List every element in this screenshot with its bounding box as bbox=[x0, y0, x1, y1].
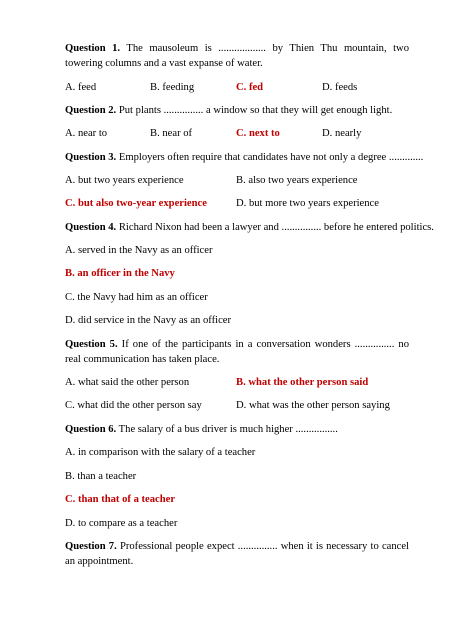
q1-option-a: A. feed bbox=[65, 82, 97, 93]
question-4-label: Question 4. bbox=[65, 222, 117, 233]
question-6-text: The salary of a bus driver is much higher ................ bbox=[116, 424, 338, 435]
q3-option-a: A. but two years experience bbox=[65, 175, 184, 186]
q2-option-a: A. near to bbox=[65, 128, 108, 139]
question-2 bbox=[65, 103, 392, 118]
q4-option-a: A. served in the Navy as an officer bbox=[65, 245, 213, 256]
question-5 bbox=[65, 337, 409, 367]
question-7-text: Professional people expect ............... when it is necessary to cancel an appointment. bbox=[65, 541, 410, 567]
q5-option-b-answer: B. what the other person said bbox=[236, 377, 369, 388]
question-1 bbox=[65, 41, 409, 71]
q3-option-d: D. but more two years experience bbox=[236, 198, 379, 209]
question-1-label: Question 1. bbox=[65, 43, 121, 54]
question-2-text: Put plants ............... a window so that they will get enough light. bbox=[116, 105, 393, 116]
q6-option-d: D. to compare as a teacher bbox=[65, 518, 178, 529]
q6-option-c-answer: C. than that of a teacher bbox=[65, 494, 176, 505]
q4-option-c: C. the Navy had him as an officer bbox=[65, 292, 208, 303]
question-3 bbox=[65, 150, 423, 165]
question-3-label: Question 3. bbox=[65, 152, 117, 163]
question-7-label: Question 7. bbox=[65, 541, 117, 552]
q4-option-d: D. did service in the Navy as an officer bbox=[65, 315, 232, 326]
question-5-label: Question 5. bbox=[65, 339, 118, 350]
q1-option-c-answer: C. fed bbox=[236, 82, 264, 93]
q2-option-b: B. near of bbox=[150, 128, 193, 139]
question-4 bbox=[65, 220, 434, 235]
q5-option-a: A. what said the other person bbox=[65, 377, 190, 388]
question-4-text: Richard Nixon had been a lawyer and ............... before he entered politics. bbox=[116, 222, 434, 233]
q6-option-b: B. than a teacher bbox=[65, 471, 137, 482]
q4-option-b-answer: B. an officer in the Navy bbox=[65, 268, 175, 279]
q2-option-c-answer: C. next to bbox=[236, 128, 280, 139]
q6-option-a: A. in comparison with the salary of a teacher bbox=[65, 447, 256, 458]
question-1-text: The mausoleum is .................. by Thien Thu mountain, two towering columns and a vast expanse of water. bbox=[65, 43, 410, 69]
q5-option-d: D. what was the other person saying bbox=[236, 400, 390, 411]
question-2-label: Question 2. bbox=[65, 105, 117, 116]
q1-option-b: B. feeding bbox=[150, 82, 195, 93]
question-6 bbox=[65, 422, 338, 437]
question-5-text: If one of the participants in a conversation wonders ............... no real communication has taken place. bbox=[65, 339, 409, 365]
question-7 bbox=[65, 539, 409, 569]
q5-option-c: C. what did the other person say bbox=[65, 400, 202, 411]
q1-option-d: D. feeds bbox=[322, 82, 358, 93]
q3-option-b: B. also two years experience bbox=[236, 175, 358, 186]
question-3-text: Employers often require that candidates have not only a degree ............. bbox=[116, 152, 424, 163]
q3-option-c-answer: C. but also two-year experience bbox=[65, 198, 207, 209]
q2-option-d: D. nearly bbox=[322, 128, 362, 139]
question-6-label: Question 6. bbox=[65, 424, 117, 435]
